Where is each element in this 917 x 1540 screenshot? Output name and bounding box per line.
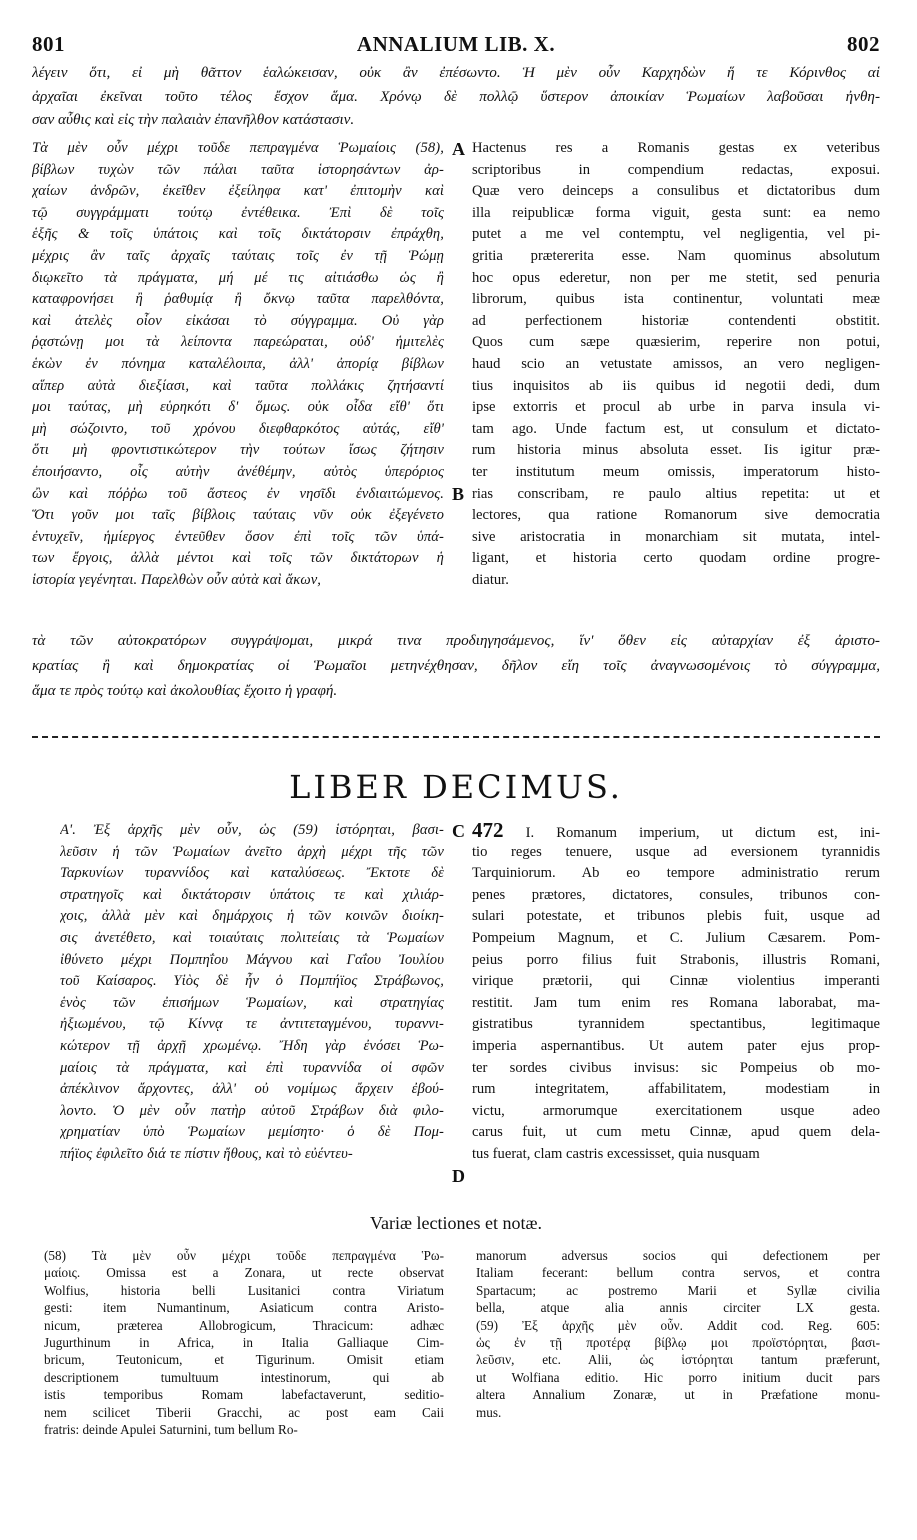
note-line: (58) Τὰ μὲν οὖν μέχρι τοῦδε πεπραγμένα Ῥω-	[44, 1248, 444, 1263]
greek-text-line: ὅτι μὴ φροντιστικώτερον τὴν τούτων ἴσως ζήτησιν	[32, 442, 444, 459]
note-line: nem scilicet Tiberii Gracchi, ac post eam Caii	[44, 1404, 444, 1420]
latin-text-line: penes prætores, dictatores, consules, tribunos con-	[472, 886, 880, 903]
intro-greek-line: ἀρχαῖαι ἐκεῖναι τοῦτο τέλος ἔσχον ἅμα. Χρόνῳ δὲ πολλῷ ὕστερον ἀποικίαν Ῥωμαίων λαβοῦσαι ἠνθη-	[32, 87, 880, 105]
page-number-right: 802	[847, 32, 880, 56]
greek-text-line: ῥᾳστώνῃ μοι τὰ λείποντα παρεώραται, οὐδ' ἡμιτελὲς	[32, 334, 444, 351]
latin-text-line: Hactenus res a Romanis gestas ex veteribus	[472, 140, 880, 156]
greek-text-line: ἱστορία γεγένηται. Παρελθὼν οὖν αὐτὰ καὶ ἄκων,	[32, 571, 322, 588]
greek-text-line: στρατηγοῖς καὶ δικτάτορσιν ὑπάτοις τε καὶ χιλιάρ-	[60, 886, 444, 903]
greek-text-line: βίβλων τυχὼν τῶν πάλαι ταῦτα ἱστορησάντων ἀρ-	[32, 161, 444, 178]
latin-text-line: imperia aspernantibus. Ut autem pater ejus prop-	[472, 1037, 880, 1054]
notes-right-column	[476, 1247, 880, 1421]
latin-text-line: ad perfectionem historiæ contendenti obstitit.	[472, 312, 880, 329]
greek-text-line: ἰθύνετο μέχρι Πομπηΐου Μάγνου καὶ Γαΐου Ἰουλίου	[60, 951, 444, 968]
latin-text-line: sulari potestate, et tribunos plebis fuit, usque ad	[472, 908, 880, 925]
latin-text-fragment: I. Romanum imperium, ut dictum est, ini-	[503, 825, 880, 841]
note-line: altera Annalium Zonaræ, ut in Præfatione monu-	[476, 1387, 880, 1403]
greek-text-line: Τὰ μὲν οὖν μέχρι τοῦδε πεπραγμένα Ῥωμαίοις (58),	[32, 140, 444, 156]
note-line: mus.	[476, 1404, 502, 1420]
latin-text-line: sive aristocratia in monarchiam sit mutata, intel-	[472, 528, 880, 545]
latin-text-line: putet a me vel contemptu, vel negligentia, vel pi-	[472, 226, 880, 243]
greek-text-line: καὶ ἀτελὲς οἷον εἰκάσαι τὸ σύγγραμμα. Οὐ γὰρ	[32, 312, 444, 329]
greek-text-line: ἑκὼν ἐν πόνημα καταλέλοιπα, ἀλλ' ἀπορίᾳ βίβλων	[32, 355, 444, 372]
note-line: bricum, Teutonicum, et Tigurinum. Omisit etiam	[44, 1352, 444, 1368]
running-title: ANNALIUM LIB. X.	[356, 32, 556, 56]
greek-text-line: ἐποιήσαντο, οἷς αὐτὴν ἀνέθέμην, αὐτὸς ὑπερόριος	[32, 463, 444, 480]
greek-text-line: ἀπέκλινον ἄρχοντες, ἀλλ' οὐ νομίμως ἄρχειν ἐβού-	[60, 1081, 444, 1098]
margin-letter-c: C	[452, 821, 465, 841]
upper-latin-column	[472, 138, 880, 591]
intro-greek-line: λέγειν ὅτι, εἰ μὴ θᾶττον ἑαλώκεισαν, οὐκ ἂν ἐπέσωντο. Ἡ μὲν οὖν Καρχηδὼν ἥ τε Κόρινθος αἱ	[32, 64, 880, 81]
note-line: bella, atque alia annis circiter LX gesta.	[476, 1300, 880, 1316]
notes-title: Variæ lectiones et notæ.	[370, 1213, 542, 1233]
note-line: descriptionem tumultuum intestinorum, qui ab	[44, 1369, 444, 1385]
note-line: (59) Ἐξ ἀρχῆς μὲν οὖν. Addit cod. Reg. 605:	[476, 1317, 880, 1333]
greek-text-line: λοντο. Ὁ μὲν οὖν πατὴρ αὐτοῦ Στράβων διὰ φιλο-	[60, 1102, 444, 1119]
greek-text-line: τοῦ Καίσαρος. Υἱὸς δὲ ἦν ὁ Πομπήϊος Στράβωνος,	[60, 973, 444, 990]
latin-text-line: virique prætorii, qui Cinnæ violentius imperanti	[472, 973, 880, 990]
latin-text-line: haud scio an vetustate amissos, an vero negligen-	[472, 355, 880, 372]
upper-greek-column	[32, 138, 444, 591]
latin-text-line: peius porro filius fuit Strabonis, illustris Romani,	[472, 951, 880, 968]
greek-text-line: τῷ συγγράμματι τούτῳ ἐντέθεικα. Ἐπὶ δὲ τοῖς	[32, 204, 444, 221]
greek-text-line: ἠξιωμένου, τῷ Κίννᾳ τε ἀντιτεταγμένου, τυραννι-	[60, 1016, 444, 1033]
margin-letter-d: D	[452, 1166, 465, 1186]
latin-text-line: gistratibus tyrannidem spectantibus, legitimaque	[472, 1016, 880, 1033]
greek-text-line: Ταρκυνίων τυραννίδος καὶ καταλύσεως. Ἔκτοτε δὲ	[60, 865, 444, 882]
latin-text-line: rias conscribam, re paulo altius repetita: ut et	[472, 485, 880, 502]
greek-text-line: μὴ σώζοιντο, τοῦ χρόνου διεφθαρκότος αὐτάς, εἴθ'	[32, 420, 444, 437]
note-line: Spartacum; ac postremo Marii et Syllæ civilia	[476, 1282, 880, 1298]
book-title: LIBER DECIMUS.	[289, 768, 623, 806]
note-line: ut Wolfiana editio. Hic porro initium ducit pars	[476, 1369, 880, 1385]
closing-greek-line: τὰ τῶν αὐτοκρατόρων συγγράψομαι, μικρά τινα προδιηγησάμενος, ἵν' ὅθεν εἰς αὐταρχίαν ἐξ ἀριστο-	[32, 632, 880, 649]
greek-text-line: Ὅτι γοῦν μοι ταῖς βίβλοις ταύταις νῦν οὐκ ἐξεγένετο	[32, 507, 444, 524]
greek-text-line: ἑνὸς τῶν ἐπισήμων Ῥωμαίων, καὶ στρατηγίας	[60, 994, 444, 1011]
note-line: manorum adversus socios qui defectionem per	[476, 1248, 880, 1263]
latin-text-line: diatur.	[472, 571, 509, 588]
greek-text-line: καταφρονήσει ἢ ῥαθυμίᾳ ἢ ὄκνῳ ταῦτα παρελθόντα,	[32, 291, 444, 308]
latin-text-line: librorum, quibus ista continentur, voluntati meæ	[472, 291, 880, 308]
greek-text-line: μοι ταύτας, μὴ εὑρηκότι δ' ὅμως. οὐκ οἶδα εἴθ' ὅτι	[32, 399, 444, 416]
note-line: ὡς ἐν τῇ προτέρᾳ βίβλῳ μοι προϊστόρηται, βασι-	[476, 1334, 880, 1350]
latin-text-line: Tarquiniorum. Ab eo tempore administratio rerum	[472, 865, 880, 882]
latin-text-line: tius inquisitos ab iis quibus id negotii dedi, dum	[472, 377, 880, 394]
latin-text-line: Pompeium Magnum, et C. Julium Cæsarem. Pom-	[472, 929, 880, 946]
greek-text-line: ἐντυχεῖν, ἡμίεργος ἐντεῦθεν ὅσον ἐπὶ τοῖς τῶν ὑπά-	[32, 528, 444, 545]
note-line: fratris: deinde Apulei Saturnini, tum bellum Ro-	[44, 1421, 298, 1437]
latin-text-line: gritia prætererita esse. Nam quominus absolutum	[472, 247, 880, 264]
note-line: Italiam fecerant: bellum contra servos, et contra	[476, 1265, 880, 1281]
intro-greek-line: σαν αὖθις καὶ εἰς τὴν παλαιὰν ἐπανῆλθον κατάστασιν.	[32, 111, 355, 128]
greek-text-line: πήϊος ἐφιλεῖτο διά τε πίστιν ἤθους, καὶ τὸ εὐέντευ-	[60, 1145, 353, 1162]
greek-text-line: ἑξῆς & τοῖς ὑπάτοις καὶ τοῖς δικτάτορσιν ἐπράχθη,	[32, 226, 444, 243]
latin-text-line: tio reges tenuere, usque ad eversionem tyrannidis	[472, 843, 880, 860]
latin-text-line: tam ago. Unde factum est, ut consulum et dictato-	[472, 420, 880, 437]
latin-text-line: lectores, qua ratione Romanorum sive democratia	[472, 507, 880, 524]
margin-letter-b: B	[452, 484, 465, 504]
latin-text-line: ter institutum meum omissis, imperatorum histo-	[472, 463, 880, 480]
folio-number: 472	[472, 820, 504, 842]
greek-text-line: χρηματίαν ὑπὸ Ῥωμαίων μεμίσητο· ὁ δὲ Πομ-	[60, 1124, 444, 1141]
latin-text-line: tus fuerat, clam castris excessisset, quia nusquam	[472, 1145, 760, 1162]
note-line: λεῦσιν, etc. Alii, ὡς ἱστόρηται tantum præferunt,	[476, 1352, 880, 1368]
latin-text-line: restitit. Jam tum enim res Romana laborabat, ma-	[472, 994, 880, 1011]
latin-text-line: rum historia minus absoluta esset. Iis igitur præ-	[472, 442, 880, 459]
latin-text-line: rum integritatem, affabilitatem, modestiam in	[472, 1081, 880, 1098]
latin-text-line: hoc opus ederetur, non per me stetit, sed penuria	[472, 269, 880, 286]
greek-text-line: σις ἀνετέθετο, καὶ τοιαύταις πολιτείαις τὰ Ῥωμαίων	[60, 929, 444, 946]
greek-text-line: λεῦσιν ἡ τῶν Ῥωμαίων ἀνεῖτο ἀρχὴ μέχρι τῆς τῶν	[60, 843, 444, 860]
note-line: Wolfius, historia belli Lusitanici contra Viriatum	[44, 1282, 444, 1298]
section-divider	[32, 736, 880, 738]
greek-text-line: διῳκεῖτο τὰ πράγματα, μή μέ τις αἰτιάσθω ὡς ἢ	[32, 269, 444, 286]
note-line: nicum, præterea Allobrogicum, Thracicum: adhæc	[44, 1317, 444, 1333]
page-number-left: 801	[32, 32, 65, 56]
latin-text-line: Quos cum sæpe quæsierim, reperire non potui,	[472, 334, 880, 351]
latin-text-line: victu, armorumque exercitationem usque adeo	[472, 1102, 880, 1119]
latin-text-line	[472, 820, 880, 842]
closing-greek-line: κρατίας ἢ καὶ δημοκρατίας οἱ Ῥωμαῖοι μετηνέχθησαν, δῆλον εἴη τοῖς ἀναγνωσομένοις τὸ σύγγραμμα,	[32, 657, 880, 674]
greek-text-line: μαίοις τὰ πράγματα, καὶ ἐπὶ τυραννίδα οἱ σφῶν	[60, 1059, 444, 1076]
notes-left-column	[44, 1247, 444, 1438]
greek-text-line: μέχρις ἂν ταῖς ἀρχαῖς ταύταις τοῖς ἐν τῇ Ῥώμῃ	[32, 247, 444, 264]
greek-text-line: αἵπερ αὐτὰ διεξίασι, καὶ ταῦτα πολλάκις ζητήσαντί	[32, 377, 444, 394]
running-head	[32, 32, 880, 56]
lower-greek-column	[60, 820, 444, 1166]
latin-text-line: ter sordes civibus invisus: sic Pompeius ob mo-	[472, 1059, 880, 1076]
lower-latin-column	[472, 820, 880, 1166]
greek-text-line: κώτερον τῇ ἀρχῇ χρωμένῳ. Ἤδη γὰρ ἐνόσει Ῥω-	[60, 1037, 444, 1054]
latin-text-line: ligant, et historia certo quodam ordine progre-	[472, 550, 880, 567]
greek-text-line: Α'. Ἐξ ἀρχῆς μὲν οὖν, ὡς (59) ἱστόρηται, βασι-	[60, 822, 444, 838]
margin-letter-a: A	[452, 139, 465, 159]
greek-text-line: ὢν καὶ πόῤῥω τοῦ ἄστεος ἐν νησῖδι ἐνδιαιτώμενος.	[32, 485, 444, 502]
note-line: Jugurthinum in Africa, in Italia Galliaque Cim-	[44, 1334, 444, 1350]
greek-text-line: των ἔργοις, ἀλλὰ μέντοι καὶ τοῖς τῶν δικτάτορων ἡ	[32, 550, 444, 567]
note-line: istis temporibus Romam labefactaverunt, seditio-	[44, 1387, 444, 1403]
note-line: gesti: item Numantinum, Asiaticum contra Aristo-	[44, 1300, 444, 1316]
latin-text-line: Quæ vero deinceps a consulibus et dictatoribus dum	[472, 183, 880, 200]
greek-text-line: χαίων ἀνδρῶν, ἐκεῖθεν ἐξείληφα κατ' ἐπιτομὴν καὶ	[32, 183, 444, 200]
note-line: μαίοις. Omissa est a Zonara, ut recte observat	[44, 1265, 444, 1281]
latin-text-line: illa reipublicæ forma viguit, gesta sunt: ea nemo	[472, 204, 880, 221]
latin-text-line: scriptoribus in compendium redactas, exposui.	[472, 161, 880, 178]
closing-greek-line: ἅμα τε πρὸς τούτῳ καὶ ἀκολουθίας ἔχοιτο ἡ γραφή.	[32, 682, 338, 699]
latin-text-line: ipse extorris et procul ab urbe in parva insula vi-	[472, 399, 880, 416]
latin-text-line: carus fuit, ut cum metu Cinnæ, apud quem dela-	[472, 1124, 880, 1141]
greek-text-line: χοις, ἀλλὰ μὲν καὶ δημάρχοις ἡ τῶν κοινῶν διοίκη-	[60, 908, 444, 925]
